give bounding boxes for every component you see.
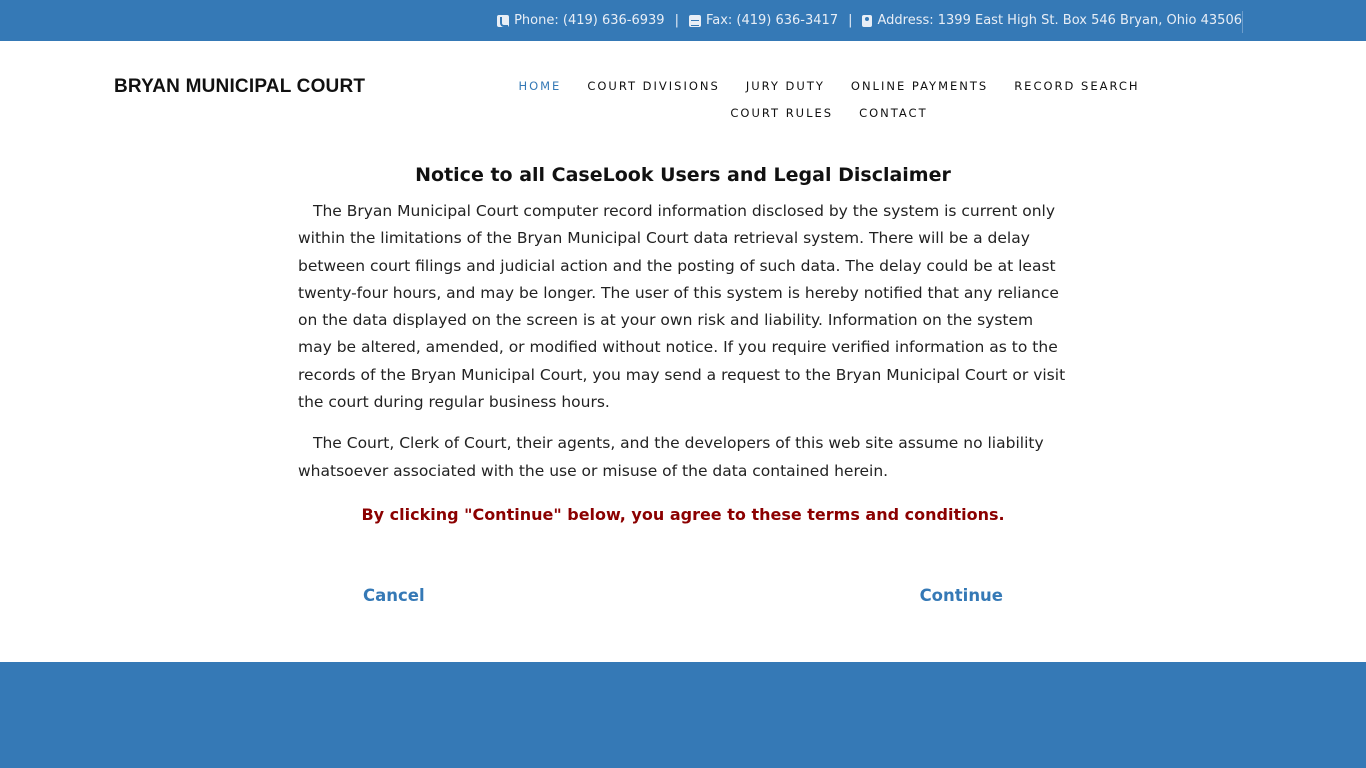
main-navigation <box>446 76 1212 124</box>
address-icon <box>862 15 872 27</box>
address-info <box>862 13 1242 28</box>
address-text: Address: 1399 East High St. Box 546 Bryan, Ohio 43506 <box>877 13 1242 28</box>
site-logo-text[interactable]: BRYAN MUNICIPAL COURT <box>114 76 366 97</box>
nav-online-payments[interactable]: ONLINE PAYMENTS <box>850 79 989 93</box>
nav-record-search[interactable]: RECORD SEARCH <box>1014 79 1140 93</box>
agreement-notice: By clicking "Continue" below, you agree to these terms and conditions. <box>361 504 1005 524</box>
fax-icon <box>689 15 701 27</box>
nav-court-rules[interactable]: COURT RULES <box>730 106 834 120</box>
nav-court-divisions[interactable]: COURT DIVISIONS <box>587 79 720 93</box>
topbar-divider <box>1242 11 1243 33</box>
nav-jury-duty[interactable]: JURY DUTY <box>745 79 825 93</box>
fax-info <box>689 13 838 28</box>
action-links <box>363 586 1003 605</box>
nav-contact[interactable]: CONTACT <box>859 106 928 120</box>
page-title: Notice to all CaseLook Users and Legal Disclaimer <box>415 164 951 186</box>
disclaimer-content <box>298 164 1068 524</box>
separator: | <box>848 13 853 28</box>
liability-paragraph: The Court, Clerk of Court, their agents, and the developers of this web site assume no liability whatsoever associated with the use or misuse of the data contained herein. <box>298 434 1044 480</box>
contact-info <box>497 0 1242 41</box>
phone-info <box>497 13 664 28</box>
footer <box>0 662 1366 768</box>
phone-icon <box>497 15 509 27</box>
cancel-link[interactable]: Cancel <box>363 586 425 605</box>
phone-text: Phone: (419) 636-6939 <box>514 13 665 28</box>
fax-text: Fax: (419) 636-3417 <box>705 13 839 28</box>
disclaimer-paragraph: The Bryan Municipal Court computer record information disclosed by the system is current only within the limitations of the Bryan Municipal Court data retrieval system. There will be a delay between court filings and judicial action and the posting of such data. The delay could be at least twenty-four hours, and may be longer. The user of this system is hereby notified that any reliance on the data displayed on the screen is at your own risk and liability. Information on the system may be altered, amended, or modified without notice. If you require verified information as to the records of the Bryan Municipal Court, you may send a request to the Bryan Municipal Court or visit the court during regular business hours. <box>298 202 1066 412</box>
separator: | <box>674 13 679 28</box>
top-contact-bar <box>0 0 1366 41</box>
continue-link[interactable]: Continue <box>919 586 1003 605</box>
nav-home[interactable]: HOME <box>518 79 562 93</box>
